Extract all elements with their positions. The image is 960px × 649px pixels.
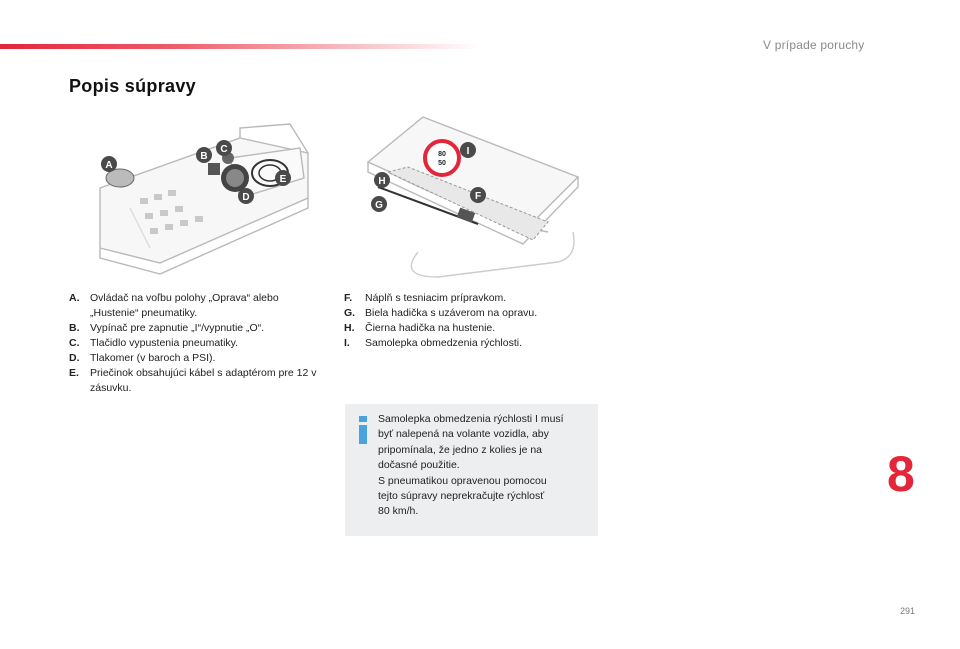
- list-item: [344, 336, 594, 351]
- list-text: Čierna hadička na hustenie.: [365, 322, 496, 334]
- info-line: Samolepka obmedzenia rýchlosti I musí: [378, 413, 564, 425]
- list-key: D.: [69, 352, 80, 364]
- list-key: B.: [69, 322, 80, 334]
- callout-f: F: [474, 191, 482, 202]
- chapter-number: 8: [887, 446, 915, 502]
- callout-i: I: [466, 146, 470, 157]
- list-key: F.: [344, 292, 353, 304]
- page-heading: Popis súpravy: [69, 76, 196, 96]
- callout-c: C: [220, 144, 228, 155]
- page-number: 291: [900, 606, 916, 616]
- list-key: H.: [344, 322, 355, 334]
- speed-sign-top: 80: [438, 151, 446, 158]
- list-text: Náplň s tesniacim prípravkom.: [365, 292, 507, 304]
- list-item: [344, 291, 594, 306]
- list-key: E.: [69, 367, 79, 379]
- info-line: dočasné použitie.: [378, 459, 460, 472]
- list-key: C.: [69, 337, 80, 349]
- info-line: pripomínala, že jedno z kolies je na: [378, 443, 543, 456]
- header-accent-bar: [0, 44, 480, 49]
- legend-list-left: [69, 291, 329, 396]
- section-title: V prípade poruchy: [763, 38, 865, 52]
- legend-list-right: [344, 291, 594, 351]
- list-key: I.: [344, 337, 350, 349]
- list-item: [344, 321, 594, 336]
- list-item: [344, 306, 594, 321]
- info-line: 80 km/h.: [378, 505, 419, 518]
- speed-sign-bottom: 50: [438, 160, 446, 167]
- info-icon: [356, 415, 370, 445]
- callout-a: A: [105, 160, 113, 171]
- callout-h: H: [378, 176, 386, 187]
- list-text: Tlačidlo vypustenia pneumatiky.: [90, 337, 239, 349]
- info-line: byť nalepená na volante vozidla, aby: [378, 428, 549, 441]
- list-text: Priečinok obsahujúci kábel s adaptérom pre 12 v zásuvku.: [90, 367, 317, 394]
- list-text: Biela hadička s uzáverom na opravu.: [365, 307, 538, 319]
- list-item: [69, 351, 329, 366]
- callout-b: B: [200, 151, 208, 162]
- callout-g: G: [375, 200, 383, 211]
- info-line: S pneumatikou opravenou pomocou: [378, 474, 547, 487]
- list-item: [69, 366, 329, 396]
- compressor-kit-illustration: [90, 118, 320, 278]
- list-key: A.: [69, 292, 80, 304]
- list-text: Tlakomer (v baroch a PSI).: [90, 352, 216, 364]
- list-text: Vypínač pre zapnutie „I“/vypnutie „O“.: [90, 322, 265, 334]
- info-box: [345, 404, 598, 536]
- list-item: [69, 291, 329, 321]
- info-line: tejto súpravy neprekračujte rýchlosť: [378, 490, 545, 503]
- list-text: Samolepka obmedzenia rýchlosti.: [365, 337, 522, 349]
- info-text: [378, 412, 593, 520]
- list-item: [69, 321, 329, 336]
- list-key: G.: [344, 307, 356, 319]
- kit-underside-illustration: [358, 112, 586, 282]
- list-item: [69, 336, 329, 351]
- list-text: Ovládač na voľbu polohy „Oprava“ alebo „Hustenie“ pneumatiky.: [90, 292, 279, 319]
- callout-d: D: [242, 192, 250, 203]
- callout-e: E: [279, 174, 287, 185]
